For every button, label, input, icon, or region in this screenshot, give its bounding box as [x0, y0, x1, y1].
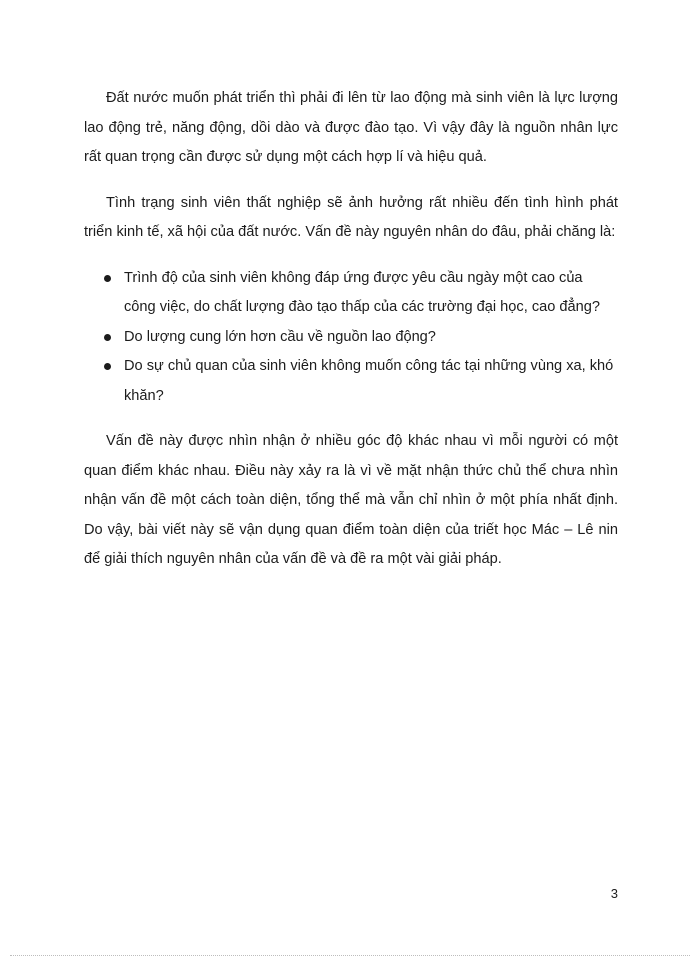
paragraph-problem: Tình trạng sinh viên thất nghiệp sẽ ảnh hưởng rất nhiều đến tình hình phát triển kinh tế, xã hội của đất nước. Vấn đề này nguyên nhân do đâu, phải chăng là: [84, 194, 618, 240]
page-body [84, 84, 618, 591]
page-number: 3 [610, 886, 618, 901]
bullet-dot-icon [104, 275, 111, 282]
paragraph-approach: Vấn đề này được nhìn nhận ở nhiều góc độ khác nhau vì mỗi người có một quan điểm khác nhau. Điều này xảy ra là vì về mặt nhận thức chủ thể chưa nhìn nhận vấn đề một cách toàn diện, tổng thể mà vẫn chỉ nhìn ở một phía nhất định. Do vậy, bài viết này sẽ vận dụng quan điểm toàn diện của triết học Mác – Lê nin để giải thích nguyên nhân của vấn đề và đề ra một vài giải pháp. [84, 433, 618, 567]
page-bottom-divider [10, 955, 690, 956]
bullet-dot-icon [104, 334, 111, 341]
bullet-dot-icon [104, 363, 111, 370]
list-item-text: Do sự chủ quan của sinh viên không muốn công tác tại những vùng xa, khó khăn? [124, 358, 614, 404]
cause-list [84, 264, 618, 412]
paragraph-intro: Đất nước muốn phát triển thì phải đi lên từ lao động mà sinh viên là lực lượng lao động trẻ, năng động, dồi dào và được đào tạo. Vì vậy đây là nguồn nhân lực rất quan trọng cần được sử dụng một cách hợp lí và hiệu quả. [84, 90, 618, 165]
list-item [84, 264, 618, 323]
list-item-text: Do lượng cung lớn hơn cầu về nguồn lao động? [124, 328, 436, 345]
list-item [84, 352, 618, 411]
list-item [84, 323, 618, 353]
list-item-text: Trình độ của sinh viên không đáp ứng được yêu cầu ngày một cao của công việc, do chất lượng đào tạo thấp của các trường đại học, cao đẳng? [124, 269, 600, 315]
